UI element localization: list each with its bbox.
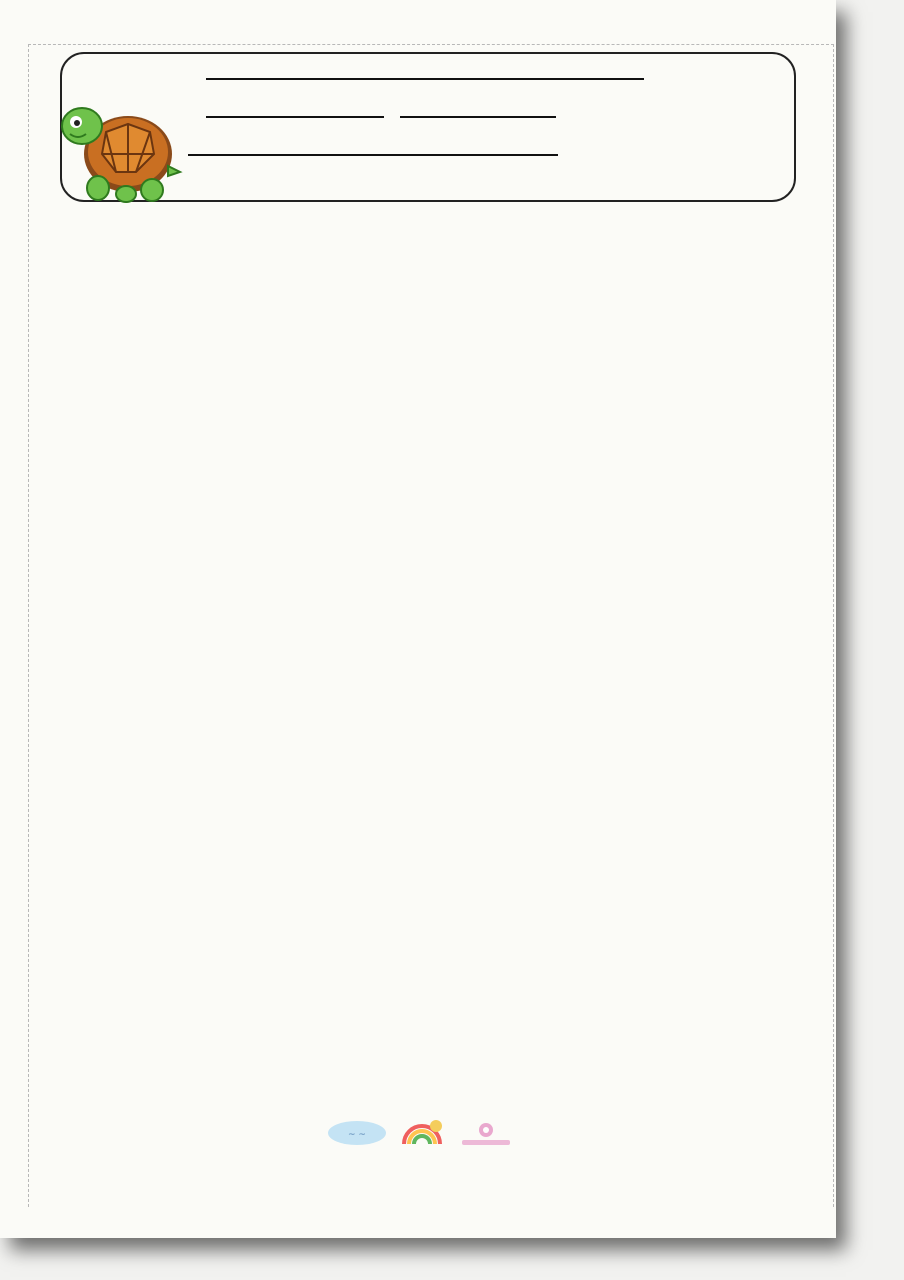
flower-logo-icon: [456, 1118, 516, 1148]
header-box: [60, 52, 796, 202]
turtle-icon: [56, 92, 184, 204]
name-field: [202, 60, 644, 86]
teacher-field: [184, 136, 558, 162]
watermark-logos: [326, 1118, 516, 1148]
series-class-field: [202, 98, 556, 124]
dashed-frame: [28, 44, 834, 1207]
svg-text:~ ~: ~ ~: [348, 1130, 366, 1140]
rainbow-icon: [400, 1118, 444, 1148]
logo-icon: [326, 1118, 388, 1148]
